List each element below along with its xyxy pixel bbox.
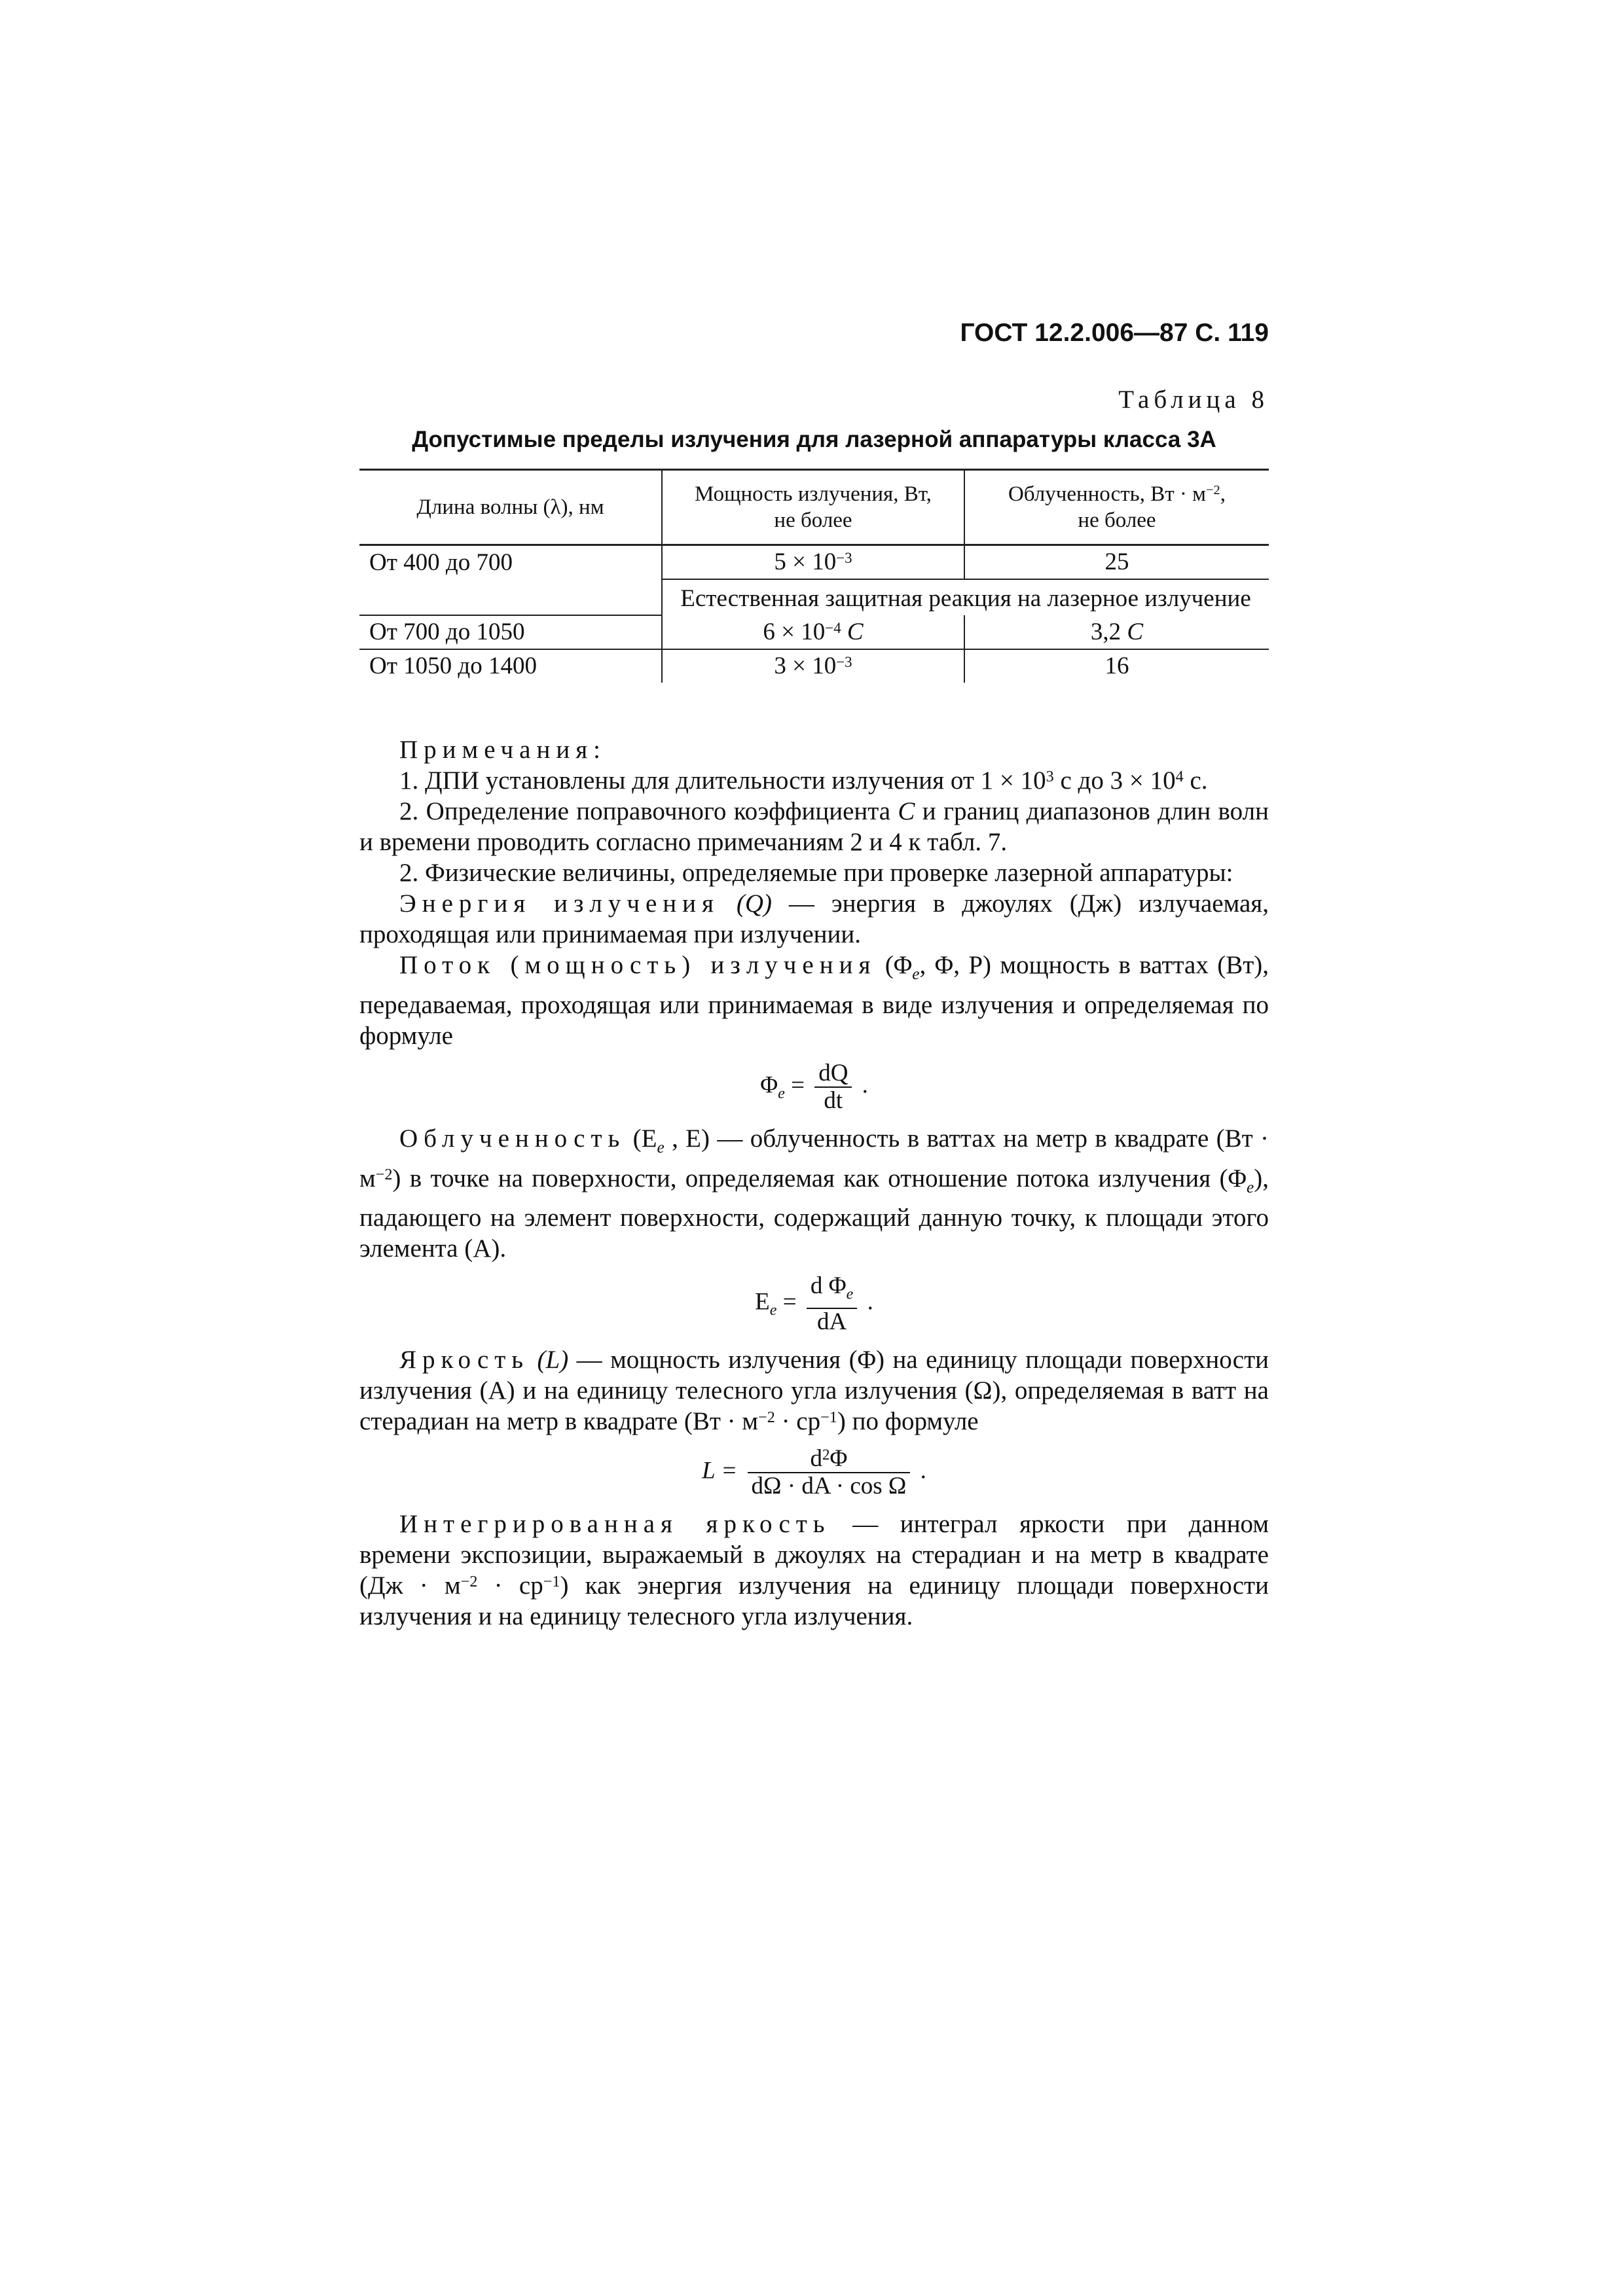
irradiance-formula: $E_e$ = $\frac{d \Phi_e}{dA}$ .	[755, 1272, 873, 1335]
note-1: 1. ДПИ установлены для длительности излучения от $1 \times 10^3$ с до $3 \times 10^4$ с.	[399, 766, 1208, 795]
header-wavelength: Длина волны (λ), нм	[359, 470, 662, 545]
limits-table	[359, 469, 1269, 683]
table-row	[359, 649, 1269, 683]
cell-span-note: Естественная защитная реакция на лазерное излучение	[662, 579, 1269, 615]
note-2: 2. Определение поправочного коэффициента C и границ диапазонов длин волн и времени проводить согласно примечаниям 2 и 4 к табл. 7.	[359, 797, 1269, 856]
table-row	[359, 615, 1269, 649]
header-irradiance: Облученность, Вт · $м^{-2}$, не более	[964, 470, 1269, 545]
notes-heading: Примечания:	[399, 736, 606, 764]
note-3: 2. Физические величины, определяемые при проверке лазерной аппаратуры:	[399, 859, 1233, 887]
table-row-note	[359, 579, 1269, 615]
cell-range: От 1050 до 1400	[359, 649, 662, 683]
brightness-formula: L = $\frac{d^2\Phi}{\text{dΩ · dA · cos Ω}}$ .	[702, 1444, 926, 1499]
table-title: Допустимые пределы излучения для лазерной аппаратуры класса 3А	[412, 427, 1216, 452]
flux-formula: $\Phi_e$ = $\frac{dQ}{dt}$ .	[760, 1059, 868, 1114]
integrated-brightness-definition: Интегрированная яркость — интеграл яркости при данном времени экспозиции, выражаемый в джоулях на стерадиан и на метр в квадрате $(Дж \cdot м^{-2} \cdot ср^{-1})$ как энергия излучения на единицу площади поверхности излучения и на единицу телесного угла излучения.	[359, 1509, 1269, 1630]
table-row	[359, 545, 1269, 580]
document-body	[359, 734, 1269, 1632]
energy-definition: Энергия излучения (Q) — энергия в джоулях (Дж) излучаемая, проходящая или принимаемая при излучении.	[359, 889, 1269, 948]
brightness-definition: Яркость (L) — мощность излучения (Φ) на единицу площади поверхности излучения (A) и на единицу телесного угла излучения (Ω), определяемая в ватт на стерадиан на метр в квадрате $(Вт \cdot м^{-2} \cdot ср^{-1})$ по формуле	[359, 1345, 1269, 1435]
cell-irradiance: 16	[964, 649, 1269, 683]
page-header: ГОСТ 12.2.006—87 С. 119	[960, 319, 1269, 347]
cell-range: От 700 до 1050	[359, 615, 662, 649]
cell-irradiance: 25	[964, 545, 1269, 580]
cell-range: От 400 до 700	[369, 548, 513, 576]
table-number: Таблица 8	[1118, 386, 1269, 414]
cell-irradiance: 3,2 C	[964, 615, 1269, 649]
header-power: Мощность излучения, Вт, не более	[662, 470, 964, 545]
cell-power: $5 \times 10^{-3}$	[662, 545, 964, 580]
cell-power: $3 \times 10^{-3}$	[662, 649, 964, 683]
irradiance-definition: Облученность ($E_e$ , E) — облученность в ваттах на метр в квадрате $(Вт \cdot м^{-2})$ в точке на поверхности, определяемая как отношение потока излучения $(\Phi_e)$, падающего на элемент поверхности, содержащий данную точку, к площади этого элемента (A).	[359, 1124, 1269, 1263]
flux-definition: Поток (мощность) излучения ($\Phi_e$, Φ, P) мощность в ваттах (Вт), передаваемая, проходящая или принимаемая в виде излучения и определяемая по формуле	[359, 951, 1269, 1050]
cell-power: $6 \times 10^{-4}$ C	[662, 615, 964, 649]
table-header-row	[359, 470, 1269, 545]
